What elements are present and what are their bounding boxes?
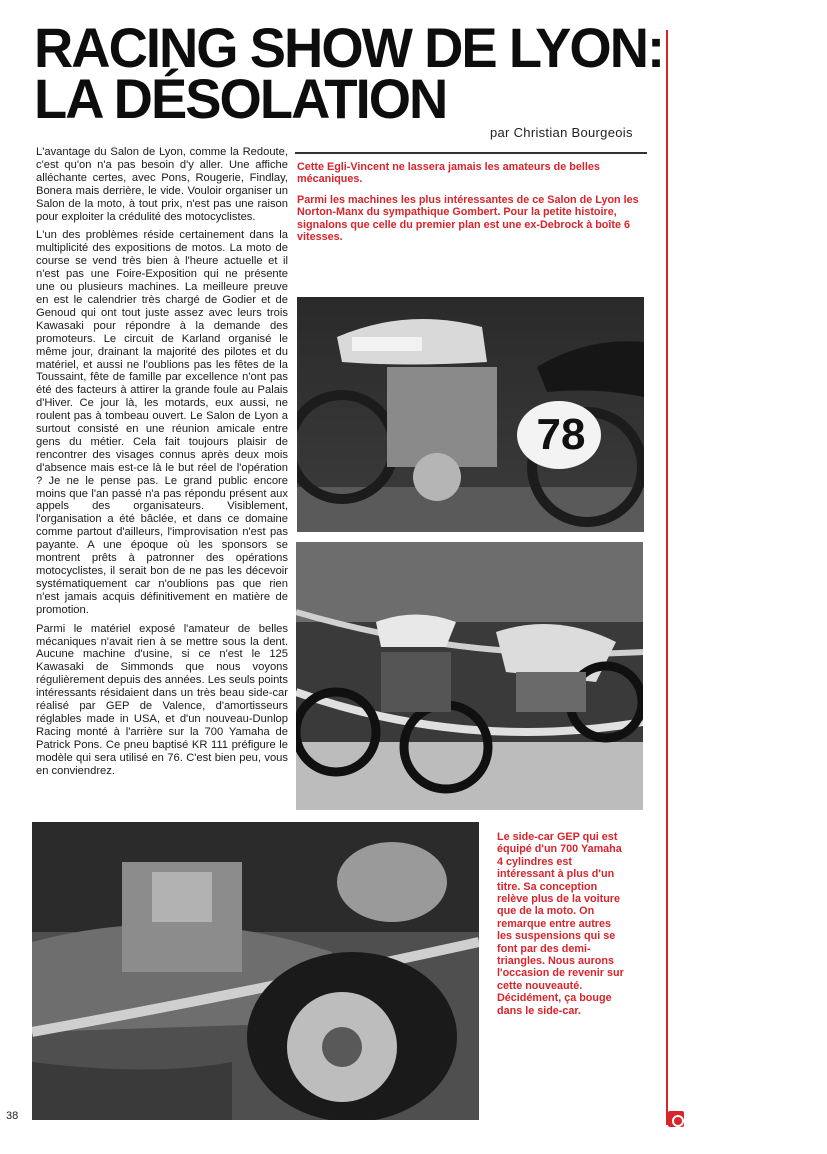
title-line-2: LA DÉSOLATION	[34, 67, 447, 130]
photo-egli-vincent	[297, 297, 644, 532]
red-margin-rule	[666, 30, 668, 1125]
photo-gep-sidecar	[32, 822, 479, 1120]
caption-norton: Parmi les machines les plus intéressantes de ce Salon de Lyon les Norton-Manx du sympathique Gombert. Pour la petite histoire, signalons que celle du premier plan est une ex-Debrock à boîte 6 vitesses.	[297, 193, 639, 244]
page-number: 38	[6, 1110, 19, 1122]
caption-divider	[295, 152, 647, 154]
body-paragraph: L'un des problèmes réside certainement dans la multiplicité des expositions de motos. La moto de course se vend très bien à l'heure actuelle et il n'est pas une Foire-Exposition qui ne présente une ou plusieurs machines. La meilleure preuve en est le calendrier très chargé de Godier et de Genoud qui ont tout juste assez avec leurs trois Kawasaki pour répondre à la demande des promoteurs. Le circuit de Karland organisé le même jour, drainant la majorité des pilotes et du matériel, et aussi ne l'oublions pas les fêtes de la Toussaint, fête de famille par excellence n'ont pas été des facteurs à attirer la grande foule au Palais d'Hiver. Ce jour là, les motards, eux aussi, ne roulent pas à tombeau ouvert. Le Salon de Lyon a surtout consisté en une réunion amicale entre gens du métier. Cela fait toujours plaisir de rencontrer des visages connus après deux mois d'absence mais est-ce là le but réel de l'opération ? Je ne le pense pas. Le grand public encore moins que l'an passé n'a pas répondu présent aux appels des organisateurs. Visiblement, l'organisation a été bâclée, et dans ce domaine comme partout d'ailleurs, l'improvisation n'est pas payante. A une époque où les sponsors se montrent prêts à patronner des opérations motocyclistes, il serait bon de ne pas les décevoir systématiquement car n'oublions pas que rien n'est jamais acquis définitivement en matière de promotion.	[36, 229, 288, 616]
article-body	[36, 146, 288, 784]
race-number-plate: 78	[536, 410, 586, 459]
magazine-logo-icon	[668, 1111, 684, 1127]
body-paragraph: L'avantage du Salon de Lyon, comme la Redoute, c'est qu'on n'a pas besoin d'y aller. Une affiche alléchante certes, avec Pons, Rougerie, Findlay, Bonera mais derrière, le vide. Vouloir organiser un Salon de la moto, à tout prix, n'est pas une raison pour exploiter la crédulité des motocyclistes.	[36, 146, 288, 223]
caption-sidecar: Le side-car GEP qui est équipé d'un 700 Yamaha 4 cylindres est intéressant à plus d'un titre. Sa conception relève plus de la voiture que de la moto. On remarque entre autres les suspensions qui se font par des demi-triangles. Nous aurons l'occasion de revenir sur cette nouveauté. Décidément, ça bouge dans le side-car.	[497, 831, 624, 1017]
title-line-1: RACING SHOW DE LYON:	[34, 16, 664, 79]
caption-block-top	[297, 161, 642, 251]
body-paragraph: Parmi le matériel exposé l'amateur de belles mécaniques n'avait rien à se mettre sous la dent. Aucune machine d'usine, si ce n'est le 125 Kawasaki de Simmonds que nous voyons régulièrement depuis des années. Les seuls points intéressants résidaient dans un très beau side-car réalisé par GEP de Valence, d'amortisseurs réglables made in USA, et d'un nouveau-Dunlop Racing monté à l'arrière sur la 700 Yamaha de Patrick Pons. Ce pneu baptisé KR 111 préfigure le modèle qui sera utilisé en 76. C'est bien peu, vous en conviendrez.	[36, 622, 288, 777]
photo-norton-manx	[296, 542, 643, 810]
caption-egli: Cette Egli-Vincent ne lassera jamais les amateurs de belles mécaniques.	[297, 161, 600, 186]
byline: par Christian Bourgeois	[490, 125, 633, 140]
article-title	[34, 16, 664, 130]
